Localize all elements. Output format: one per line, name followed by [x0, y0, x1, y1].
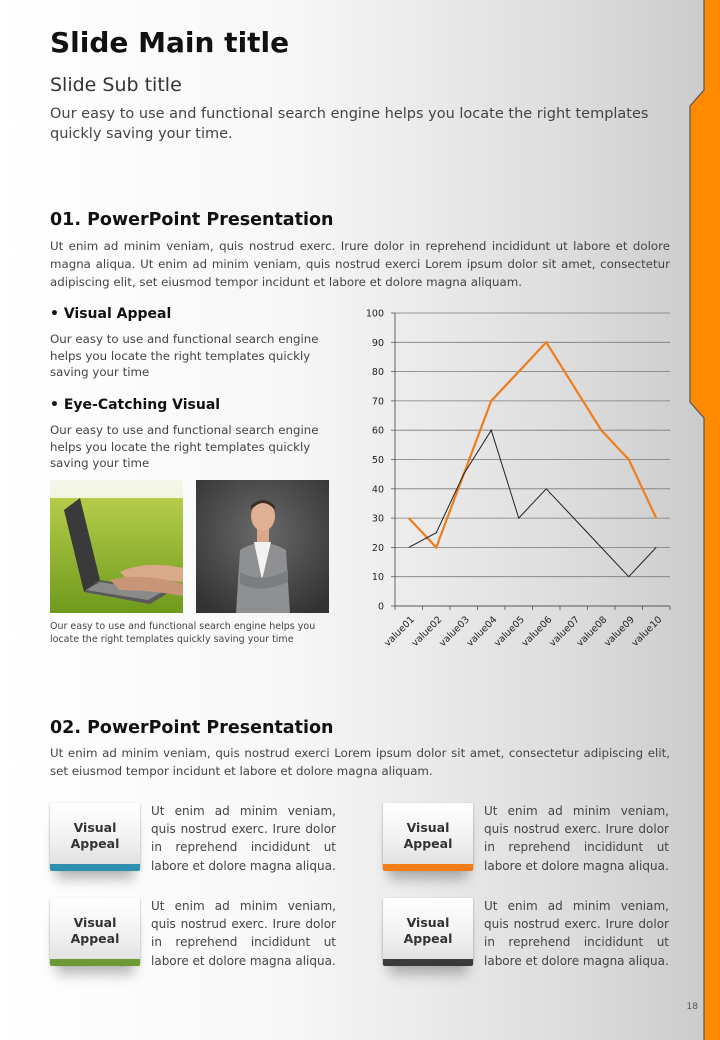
x-tick-label: value10: [629, 614, 665, 650]
x-tick-label: value03: [437, 614, 472, 650]
y-tick-label: 20: [371, 542, 384, 554]
page-subtitle: Slide Sub title: [50, 74, 182, 96]
x-tick-label: value06: [519, 614, 555, 650]
card-3-text: Ut enim ad minim veniam, quis nostrud exerc. Irure dolor in reprehend incididunt ut labore et dolore magna aliqua.: [151, 899, 336, 968]
y-tick-label: 60: [371, 425, 384, 437]
image-caption: Our easy to use and functional search engine helps you locate the right templates quickly saving your time: [50, 621, 316, 645]
card-label-line1: Visual: [73, 820, 117, 835]
y-tick-label: 80: [371, 367, 384, 379]
bullet-visual-appeal-text: Our easy to use and functional search engine helps you locate the right templates quickly saving your time: [50, 332, 319, 379]
card-label-line2: Appeal: [403, 931, 453, 946]
bullet-eye-catching-text: Our easy to use and functional search engine helps you locate the right templates quickly saving your time: [50, 423, 319, 470]
x-tick-label: value04: [464, 614, 500, 650]
bullet-eye-catching-title: • Eye-Catching Visual: [50, 397, 221, 413]
laptop-on-grass-image: [50, 480, 183, 613]
y-tick-label: 50: [371, 455, 384, 466]
visual-appeal-card-1: [50, 803, 140, 869]
card-label-line1: Visual: [73, 915, 117, 930]
x-tick-label: value09: [602, 614, 637, 650]
line-chart: [345, 300, 675, 660]
bullet-visual-appeal-title: • Visual Appeal: [50, 306, 172, 322]
visual-appeal-card-3: [50, 898, 140, 964]
card-label-line2: Appeal: [70, 836, 120, 851]
card-band-green: [50, 959, 140, 966]
y-tick-label: 90: [371, 337, 384, 349]
card-4-text: Ut enim ad minim veniam, quis nostrud exerc. Irure dolor in reprehend incididunt ut labore et dolore magna aliqua.: [484, 899, 669, 968]
card-band-dark: [383, 959, 473, 966]
visual-appeal-card-4: [383, 898, 473, 964]
section-2-body: Ut enim ad minim veniam, quis nostrud exerci Lorem ipsum dolor sit amet, consectetur adipiscing elit, set eiusmod tempor incidunt et labore et dolore magna aliquam.: [50, 746, 670, 778]
x-tick-label: value08: [574, 614, 610, 650]
card-label-line1: Visual: [406, 820, 450, 835]
x-tick-label: value01: [382, 614, 417, 650]
page-number: 18: [686, 1002, 698, 1012]
section-1-heading: 01. PowerPoint Presentation: [50, 210, 334, 230]
y-tick-label: 100: [365, 308, 384, 320]
card-label-line2: Appeal: [403, 836, 453, 851]
x-tick-label: value05: [492, 614, 527, 650]
intro-text: Our easy to use and functional search engine helps you locate the right templates quickly saving your time.: [50, 106, 649, 142]
y-tick-label: 30: [371, 513, 384, 525]
section-1-body: Ut enim ad minim veniam, quis nostrud exerc. Irure dolor in reprehend incididunt ut labore et dolore magna aliqua. Ut enim ad minim veniam, quis nostrud exerci Lorem ipsum dolor sit amet, consectetur adipiscing elit, set eiusmod tempor incidunt et labore et dolore magna aliquam.: [50, 239, 670, 289]
y-tick-label: 0: [377, 601, 384, 613]
orange-side-tab: [680, 0, 720, 1040]
x-tick-label: value07: [547, 614, 582, 650]
card-label-line1: Visual: [406, 915, 450, 930]
y-tick-label: 70: [371, 396, 384, 408]
businessman-image: [196, 480, 329, 613]
visual-appeal-card-2: [383, 803, 473, 869]
card-band-orange: [383, 864, 473, 871]
series-line-1: [409, 342, 657, 547]
series-line-2: [409, 430, 657, 577]
section-2-heading: 02. PowerPoint Presentation: [50, 718, 334, 738]
card-1-text: Ut enim ad minim veniam, quis nostrud exerc. Irure dolor in reprehend incididunt ut labore et dolore magna aliqua.: [151, 804, 336, 873]
y-tick-label: 40: [371, 484, 384, 496]
card-label-line2: Appeal: [70, 931, 120, 946]
card-band-blue: [50, 864, 140, 871]
y-tick-label: 10: [371, 572, 384, 584]
page-title: Slide Main title: [50, 26, 290, 59]
x-tick-label: value02: [409, 614, 445, 650]
card-2-text: Ut enim ad minim veniam, quis nostrud exerc. Irure dolor in reprehend incididunt ut labore et dolore magna aliqua.: [484, 804, 669, 873]
